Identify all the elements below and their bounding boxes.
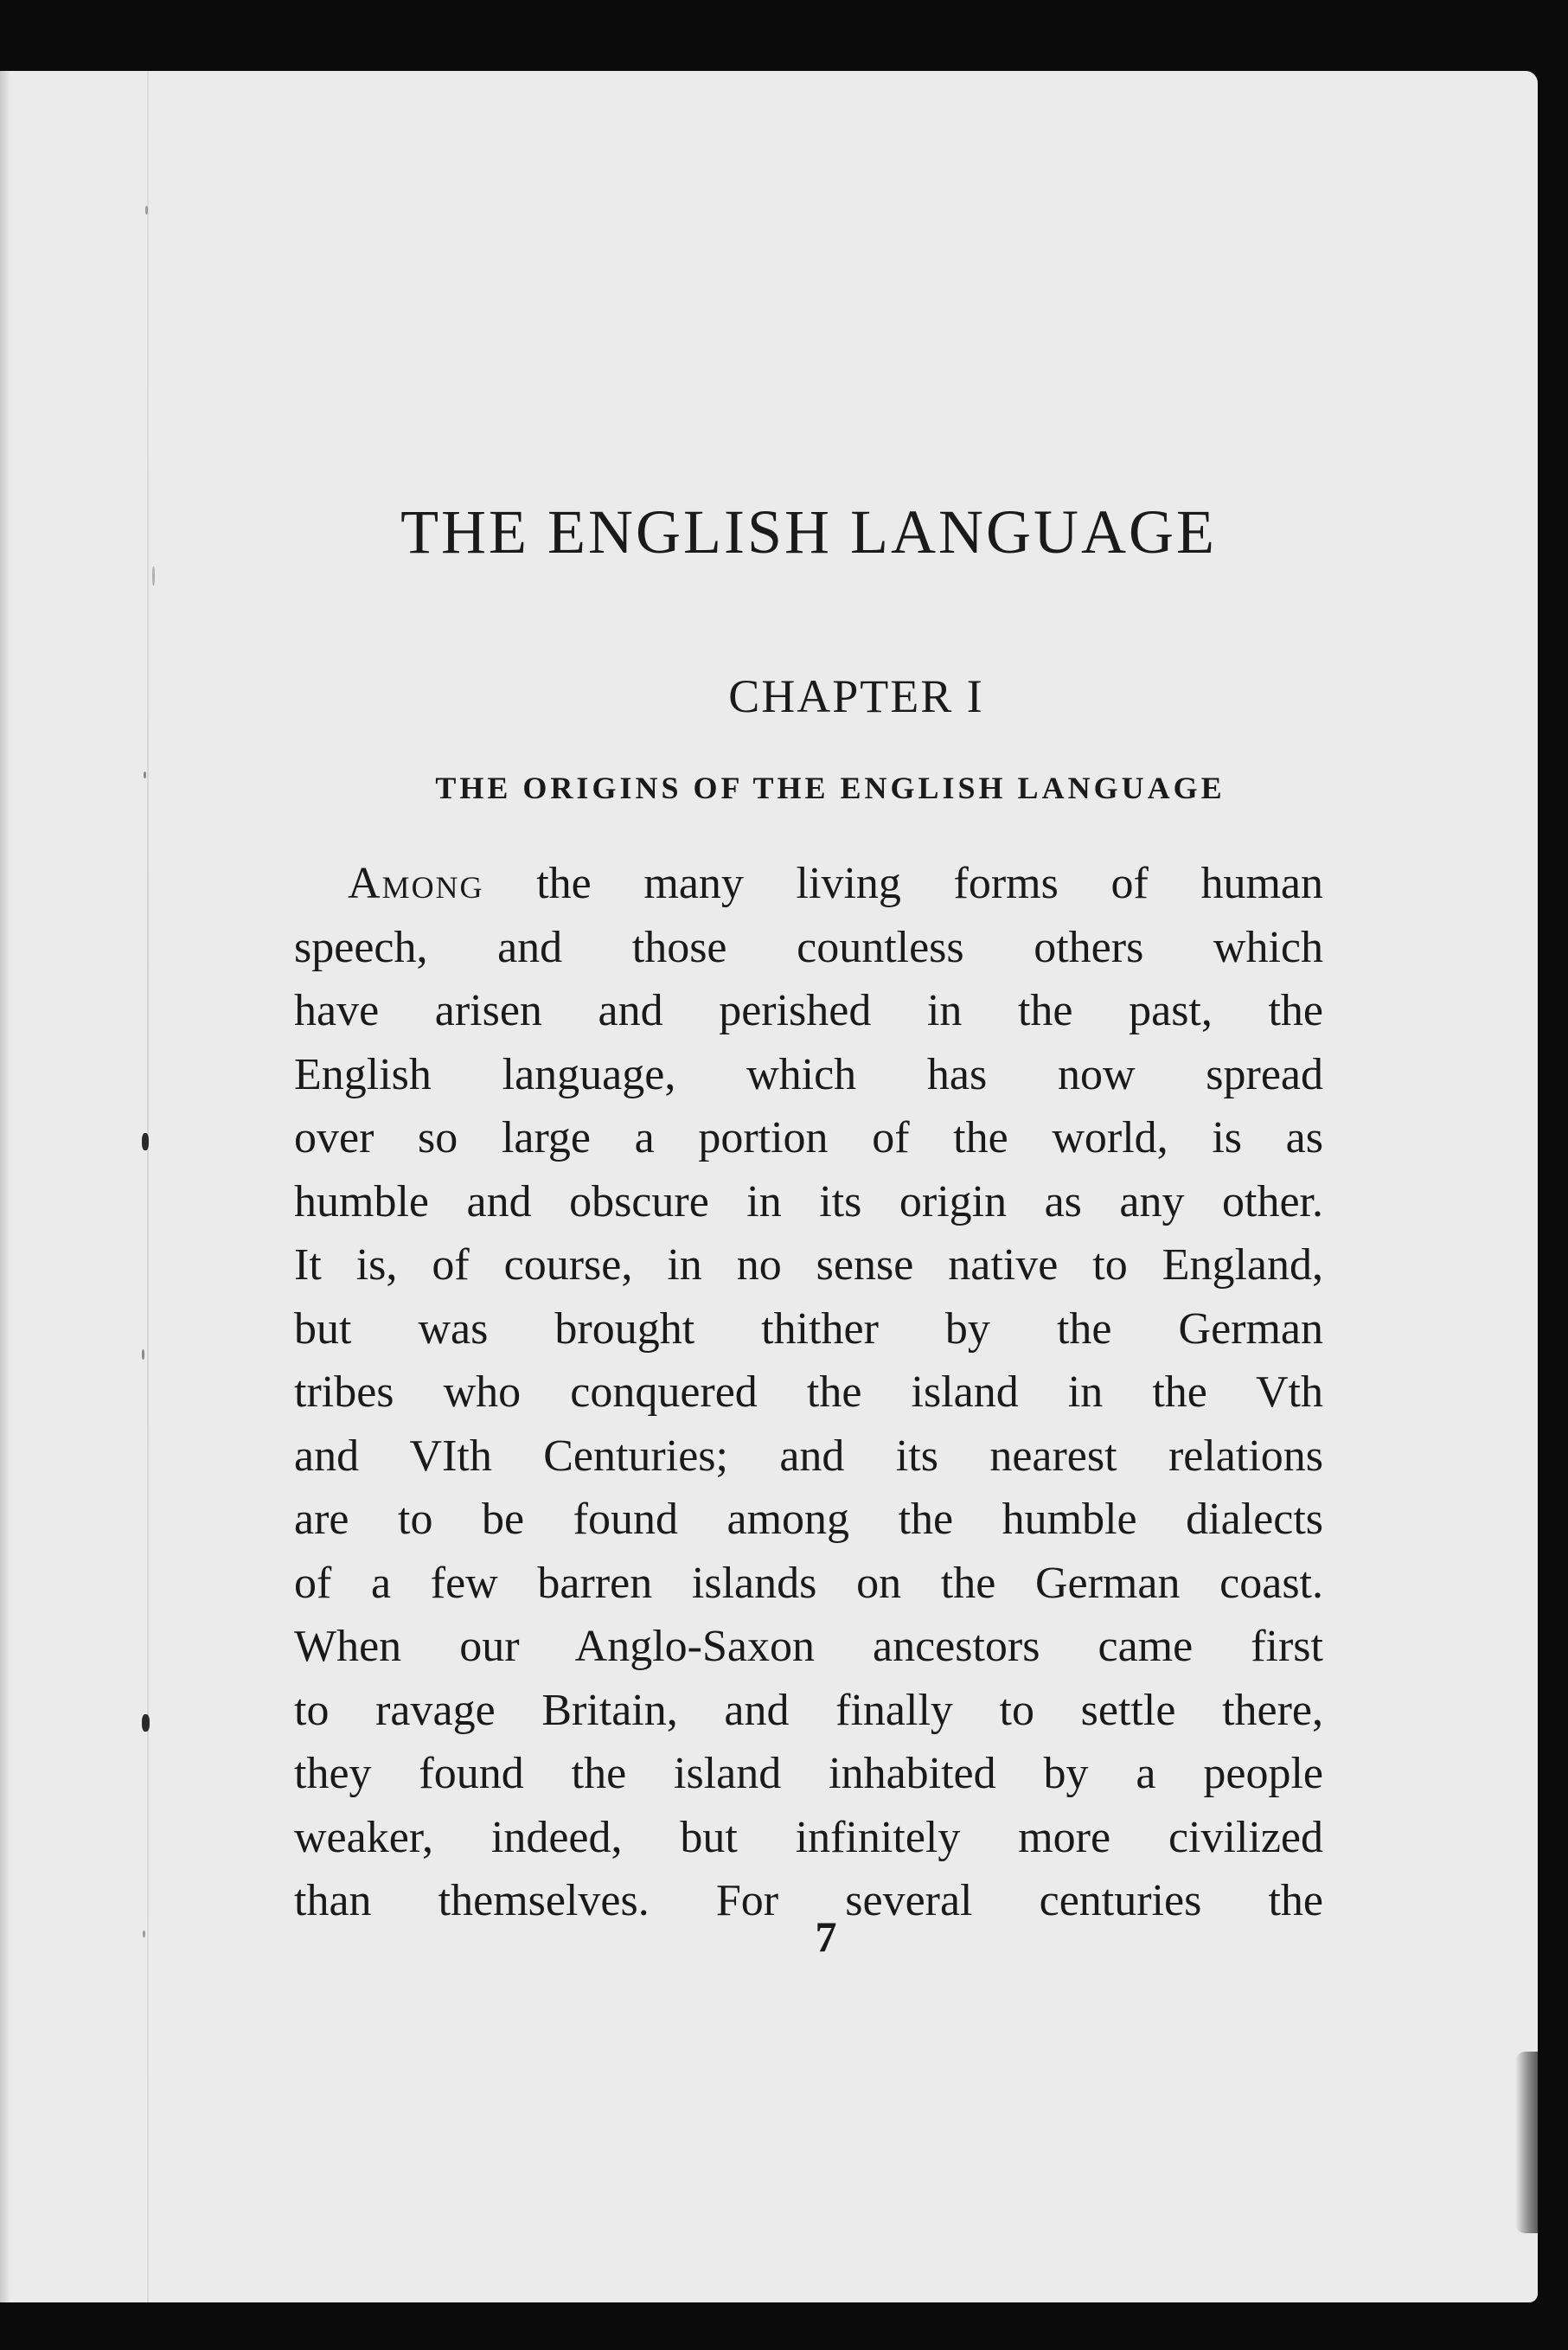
book-title: THE ENGLISH LANGUAGE bbox=[400, 497, 1217, 567]
text-line: and VIth Centuries; and its nearest relations bbox=[294, 1431, 1323, 1481]
text-line: English language, which has now spread bbox=[294, 1049, 1323, 1099]
margin-mark bbox=[143, 1931, 145, 1937]
text-line: than themselves. For several centuries the bbox=[294, 1876, 1323, 1925]
gutter-fold-line bbox=[147, 71, 149, 2302]
text-line: tribes who conquered the island in the Vth bbox=[294, 1367, 1323, 1417]
text-line: When our Anglo-Saxon ancestors came first bbox=[294, 1622, 1323, 1671]
opening-word: Among bbox=[348, 859, 484, 908]
line-text: the many living forms of human bbox=[483, 859, 1323, 908]
margin-mark bbox=[142, 1714, 150, 1732]
margin-mark bbox=[142, 1349, 144, 1360]
text-line: speech, and those countless others which bbox=[294, 922, 1323, 972]
chapter-subtitle: THE ORIGINS OF THE ENGLISH LANGUAGE bbox=[435, 771, 1226, 805]
text-line: over so large a portion of the world, is as bbox=[294, 1113, 1323, 1162]
margin-mark bbox=[144, 772, 146, 778]
page-edge-shadow bbox=[0, 71, 10, 2302]
margin-mark bbox=[152, 567, 155, 586]
text-line: humble and obscure in its origin as any other. bbox=[294, 1176, 1323, 1226]
book-page bbox=[0, 71, 1538, 2302]
text-line: they found the island inhabited by a people bbox=[294, 1749, 1323, 1798]
binding-edge-shadow bbox=[1515, 2052, 1538, 2233]
text-line: of a few barren islands on the German coast. bbox=[294, 1558, 1323, 1608]
chapter-heading: CHAPTER I bbox=[728, 670, 984, 722]
margin-mark bbox=[145, 206, 148, 215]
body-paragraph bbox=[294, 852, 1323, 1933]
text-line: It is, of course, in no sense native to England, bbox=[294, 1240, 1323, 1290]
text-line: are to be found among the humble dialects bbox=[294, 1495, 1323, 1544]
text-line: but was brought thither by the German bbox=[294, 1303, 1323, 1354]
text-line: to ravage Britain, and finally to settle there, bbox=[294, 1685, 1323, 1735]
text-line: have arisen and perished in the past, the bbox=[294, 986, 1323, 1035]
page-number: 7 bbox=[815, 1912, 837, 1961]
text-line: weaker, indeed, but infinitely more civilized bbox=[294, 1812, 1323, 1862]
text-line bbox=[294, 852, 1323, 916]
margin-mark bbox=[142, 1133, 149, 1150]
